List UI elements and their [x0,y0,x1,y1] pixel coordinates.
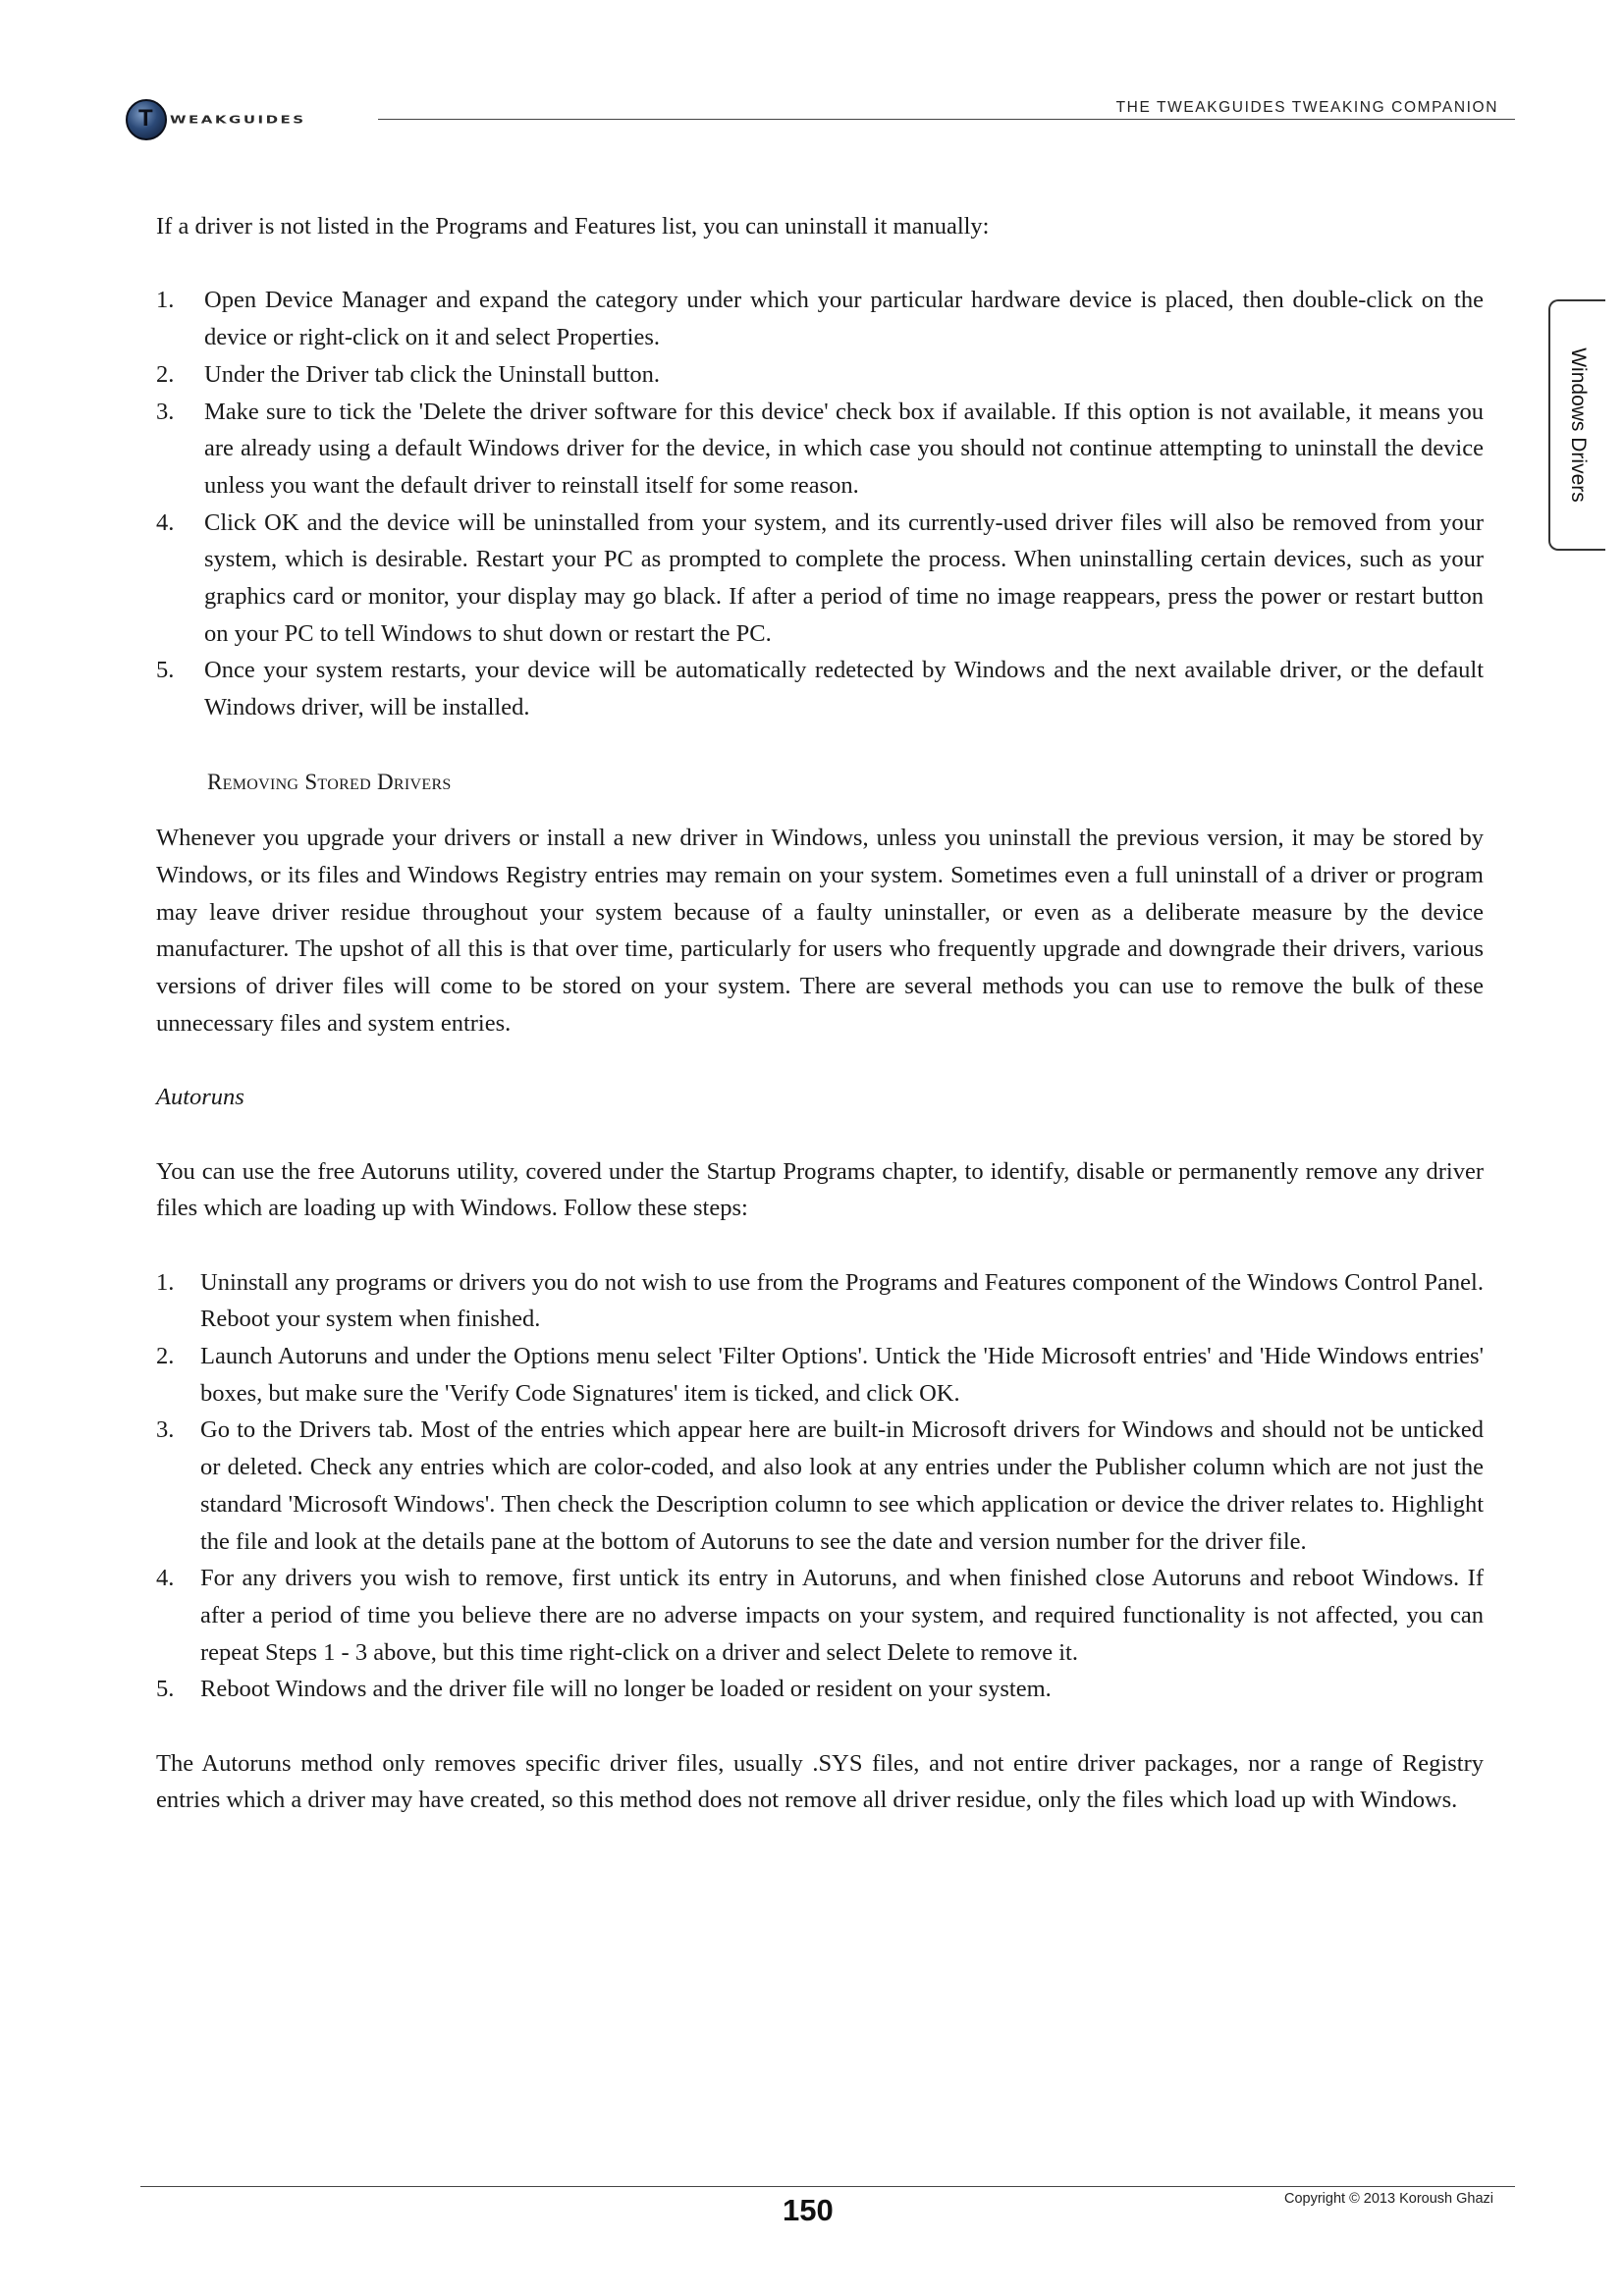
logo-globe-icon [126,99,167,140]
running-header-title: THE TWEAKGUIDES TWEAKING COMPANION [1115,99,1498,116]
section-paragraph: Whenever you upgrade your drivers or install a new driver in Windows, unless you uninstall the previous version, it may be stored by Windows, or its files and Windows Registry entries may remain on your system. Sometimes even a full uninstall of a driver or program may leave driver residue throughout your system because of a faulty uninstaller, or even as a deliberate measure by the device manufacturer. The upshot of all this is that over time, particularly for users who frequently upgrade and downgrade their drivers, various versions of driver files will come to be stored on your system. There are several methods you can use to remove the bulk of these unnecessary files and system entries. [156,825,1484,1037]
autoruns-steps [156,1264,1484,1708]
list-item: 3. Make sure to tick the 'Delete the driver software for this device' check box if available. If this option is not available, it means you are already using a default Windows driver for the device, in which case you should not continue attempting to uninstall the device unless you want the default driver to reinstall itself for some reason. [156,398,1484,499]
tweakguides-logo [126,95,361,144]
intro-paragraph: If a driver is not listed in the Programs and Features list, you can uninstall it manually: [156,213,990,240]
logo-text: WEAKGUIDES [170,113,306,127]
header-divider [378,119,1515,120]
copyright-notice: Copyright © 2013 Koroush Ghazi [1284,2191,1493,2207]
list-item: 4. Click OK and the device will be uninstalled from your system, and its currently-used driver files will also be removed from your system, which is desirable. Restart your PC as prompted to complete the process. When uninstalling certain devices, such as your graphics card or monitor, your display may go black. If after a period of time no image reappears, press the power or restart button on your PC to tell Windows to shut down or restart the PC. [156,508,1484,647]
page-body [156,208,1484,1819]
list-item: 5. Once your system restarts, your device will be automatically redetected by Windows and the next available driver, or the default Windows driver, will be installed. [156,657,1484,721]
closing-paragraph: The Autoruns method only removes specific driver files, usually .SYS files, and not entire driver packages, nor a range of Registry entries which a driver may have created, so this method does not remove all driver residue, only the files which load up with Windows. [156,1749,1484,1814]
list-item: 2. Under the Driver tab click the Uninstall button. [156,360,661,388]
footer-divider [140,2186,1515,2187]
autoruns-intro-paragraph: You can use the free Autoruns utility, covered under the Startup Programs chapter, to identify, disable or permanently remove any driver files which are loading up with Windows. Follow these steps: [156,1157,1484,1222]
list-item: 4. For any drivers you wish to remove, first untick its entry in Autoruns, and when finished close Autoruns and reboot Windows. If after a period of time you believe there are no adverse impacts on your system, and required functionality is not affected, you can repeat Steps 1 - 3 above, but this time right-click on a driver and select Delete to remove it. [156,1565,1484,1666]
chapter-side-tab [1548,299,1605,551]
list-item: 2. Launch Autoruns and under the Options menu select 'Filter Options'. Untick the 'Hide Microsoft entries' and 'Hide Windows entries' boxes, but make sure the 'Verify Code Signatures' item is ticked, and click OK. [156,1343,1484,1407]
list-item: 5. Reboot Windows and the driver file will no longer be loaded or resident on your system. [156,1676,1052,1703]
list-item: 3. Go to the Drivers tab. Most of the entries which appear here are built-in Microsoft drivers for Windows and should not be unticked or deleted. Check any entries which are color-coded, and also look at any entries under the Publisher column which are not just the standard 'Microsoft Windows'. Then check the Description column to see which application or device the driver relates to. Highlight the file and look at the details pane at the bottom of Autoruns to see the date and version number for the driver file. [156,1416,1484,1555]
subheading-autoruns: Autoruns [156,1084,244,1111]
chapter-side-tab-label: Windows Drivers [1567,347,1590,503]
manual-uninstall-steps [156,282,1484,725]
section-heading: Removing Stored Drivers [207,769,452,794]
page-number: 150 [783,2193,834,2227]
list-item: 1. Open Device Manager and expand the category under which your particular hardware device is placed, then double-click on the device or right-click on it and select Properties. [156,287,1484,351]
list-item: 1. Uninstall any programs or drivers you do not wish to use from the Programs and Features component of the Windows Control Panel. Reboot your system when finished. [156,1268,1484,1333]
